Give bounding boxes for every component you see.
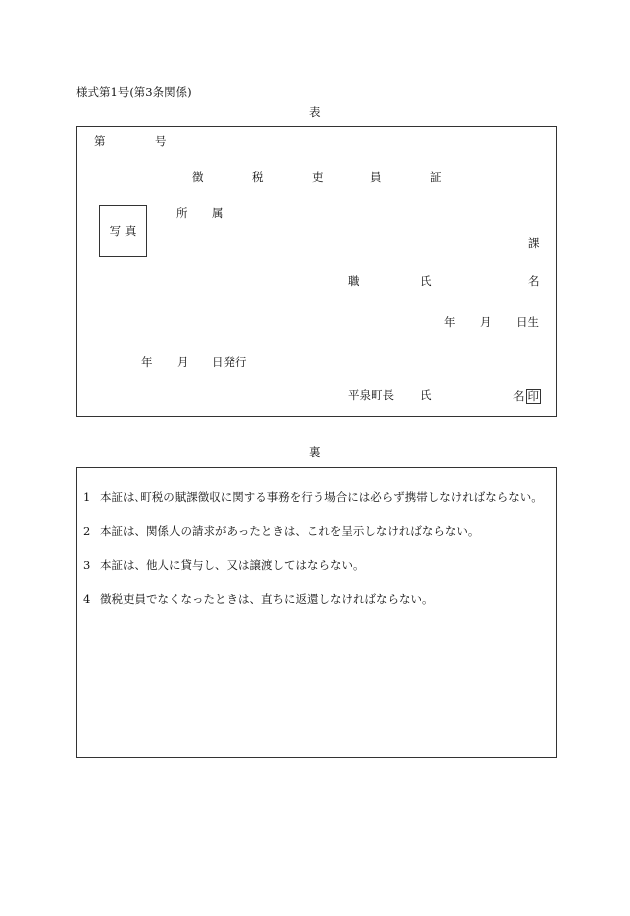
list-item [83,594,434,606]
birth-month: 月 [480,315,492,329]
form-label: 様式第1号(第3条関係) [76,85,192,99]
photo-label: 写 真 [109,224,137,238]
number-prefix: 第 [94,134,106,148]
list-item [83,560,365,572]
birth-day: 日生 [516,315,539,329]
issue-month: 月 [177,355,189,369]
item-number: 4 [83,592,91,606]
seal-mark: 印 [527,389,539,403]
back-heading: 裏 [309,445,321,459]
issuer-name-char: 氏 [420,388,432,402]
item-text: 本証は、他人に貸与し、又は譲渡してはならない。 [100,558,365,572]
issuer-title: 平泉町長 [348,388,394,402]
front-heading: 表 [309,105,321,119]
title-char: 員 [370,170,382,184]
list-item [83,526,479,538]
issuer-name-end [513,389,541,404]
issue-year: 年 [141,355,153,369]
item-text: 本証は、関係人の請求があったときは、これを呈示しなければならない。 [100,524,480,538]
list-item [83,492,543,504]
item-number: 1 [83,490,91,504]
title-char: 徴 [192,170,204,184]
title-char: 証 [430,170,442,184]
title-char: 税 [252,170,264,184]
item-text: 本証は､町税の賦課徴収に関する事務を行う場合には必らず携帯しなければならない。 [100,490,543,504]
title-char: 吏 [312,170,324,184]
name-char: 名 [528,274,540,288]
issue-day: 日発行 [212,355,247,369]
number-suffix: 号 [155,134,167,148]
position-label: 職 [348,274,360,288]
photo-placeholder [99,205,147,257]
section-suffix: 課 [528,236,540,250]
affiliation-char: 所 [176,206,188,220]
birth-year: 年 [444,315,456,329]
issuer-name-char: 名 [513,389,525,403]
item-number: 2 [83,524,91,538]
name-char: 氏 [420,274,432,288]
item-text: 徴税吏員でなくなったときは、直ちに返還しなければならない。 [100,592,434,606]
affiliation-char: 属 [212,206,224,220]
item-number: 3 [83,558,91,572]
back-card [76,467,557,758]
